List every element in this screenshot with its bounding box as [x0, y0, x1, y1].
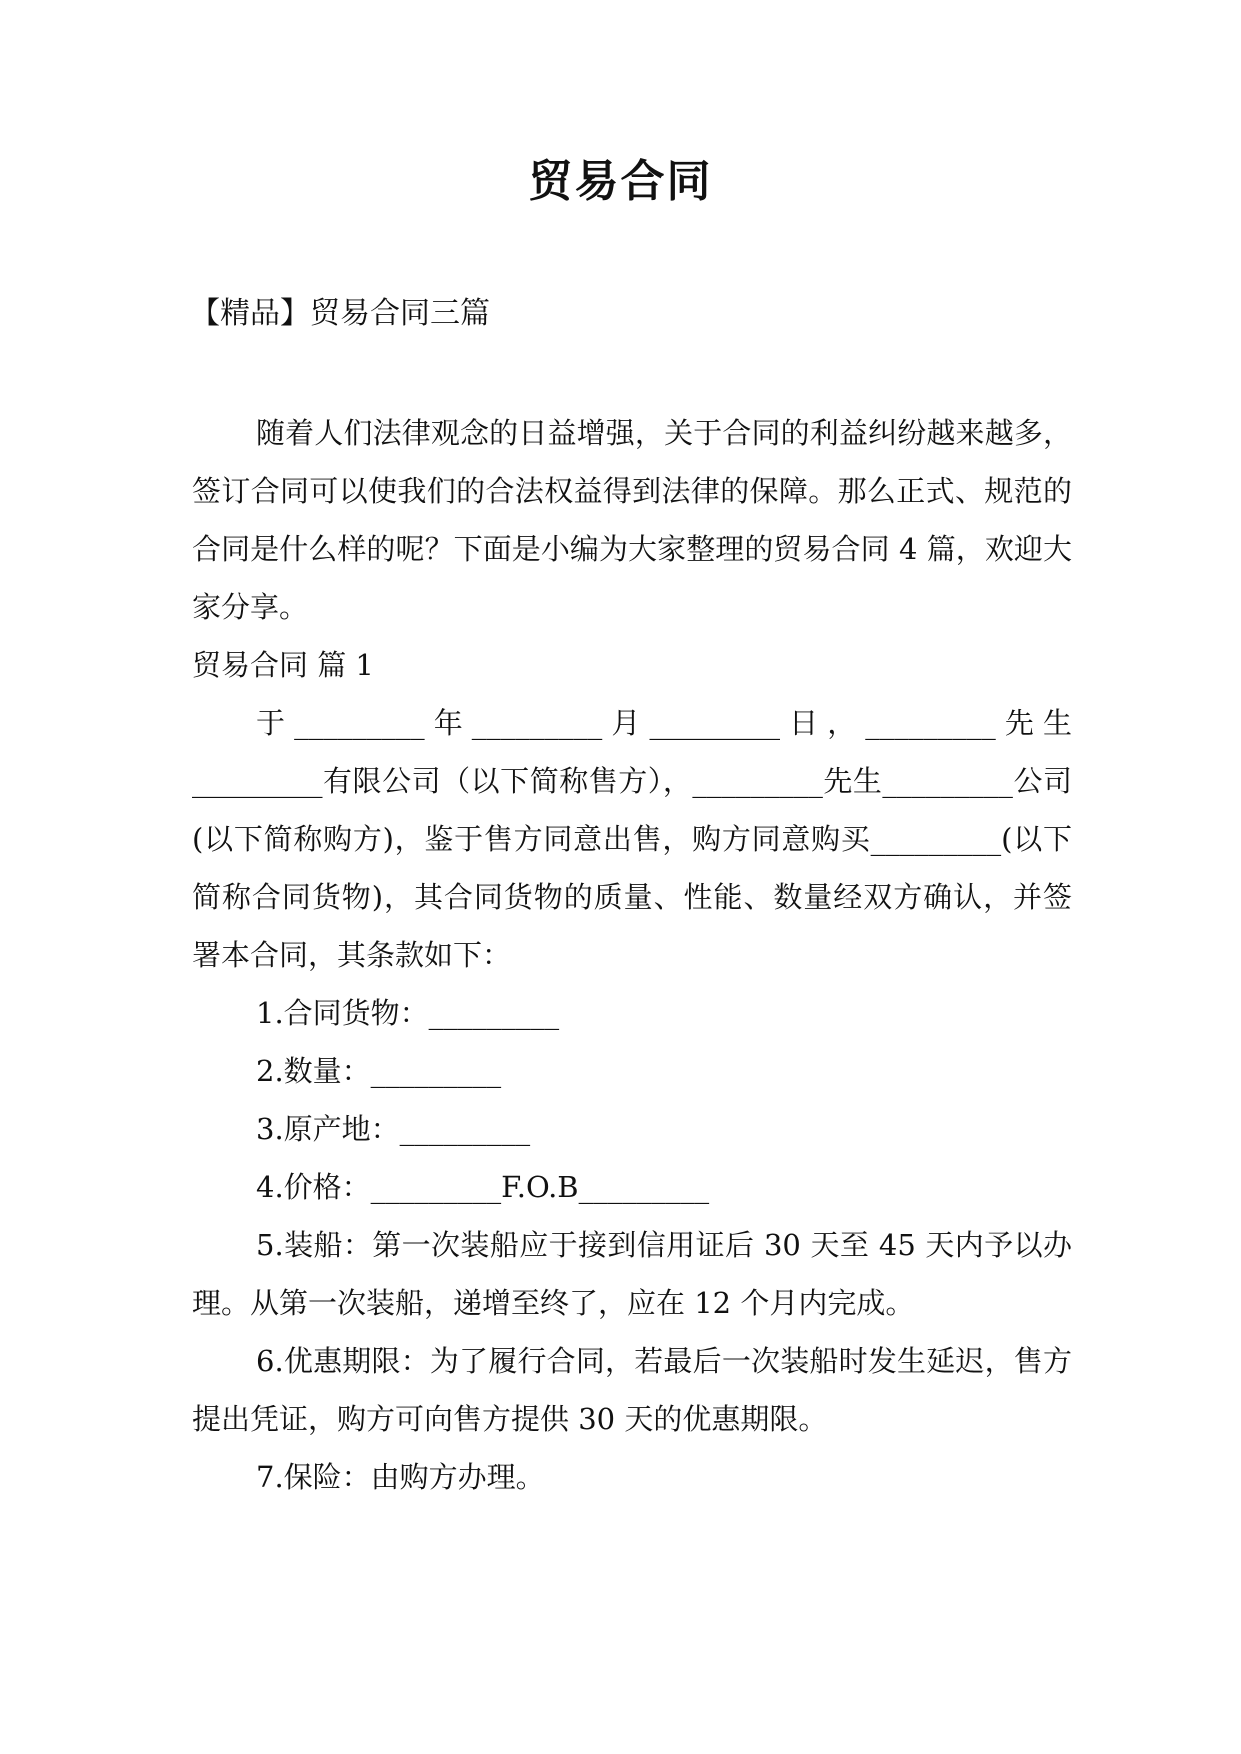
intro-paragraph: 随着人们法律观念的日益增强，关于合同的利益纠纷越来越多，签订合同可以使我们的合法权益得到法律的保障。那么正式、规范的合同是什么样的呢？下面是小编为大家整理的贸易合同 4 篇，欢迎大家分享。 — [192, 416, 1072, 624]
document-subtitle: 【精品】贸易合同三篇 — [190, 296, 490, 331]
clause-insurance: 7.保险：由购方办理。 — [256, 1460, 545, 1494]
clause-goods: 1.合同货物：_________ — [256, 996, 560, 1030]
contract-preamble: 于_________年_________月_________日，_________先生_________有限公司（以下简称售方），_________先生_________公司(以下简称购方)，鉴于售方同意出售，购方同意购买_________(以下简称合同货物)，其合同货物的质量、性能、数量经双方确认，并签署本合同，其条款如下： — [192, 706, 1072, 972]
clause-quantity: 2.数量：_________ — [256, 1054, 502, 1088]
document-title: 贸易合同 — [528, 156, 713, 207]
document-body — [192, 404, 1072, 1506]
section-heading: 贸易合同 篇 1 — [192, 648, 374, 682]
clause-origin: 3.原产地：_________ — [256, 1112, 531, 1146]
clause-shipment: 5.装船：第一次装船应于接到信用证后 30 天至 45 天内予以办理。从第一次装船，递增至终了，应在 12 个月内完成。 — [192, 1228, 1072, 1320]
clause-grace-period: 6.优惠期限：为了履行合同，若最后一次装船时发生延迟，售方提出凭证，购方可向售方提供 30 天的优惠期限。 — [192, 1344, 1072, 1436]
clause-price: 4.价格：_________F.O.B_________ — [256, 1170, 710, 1204]
